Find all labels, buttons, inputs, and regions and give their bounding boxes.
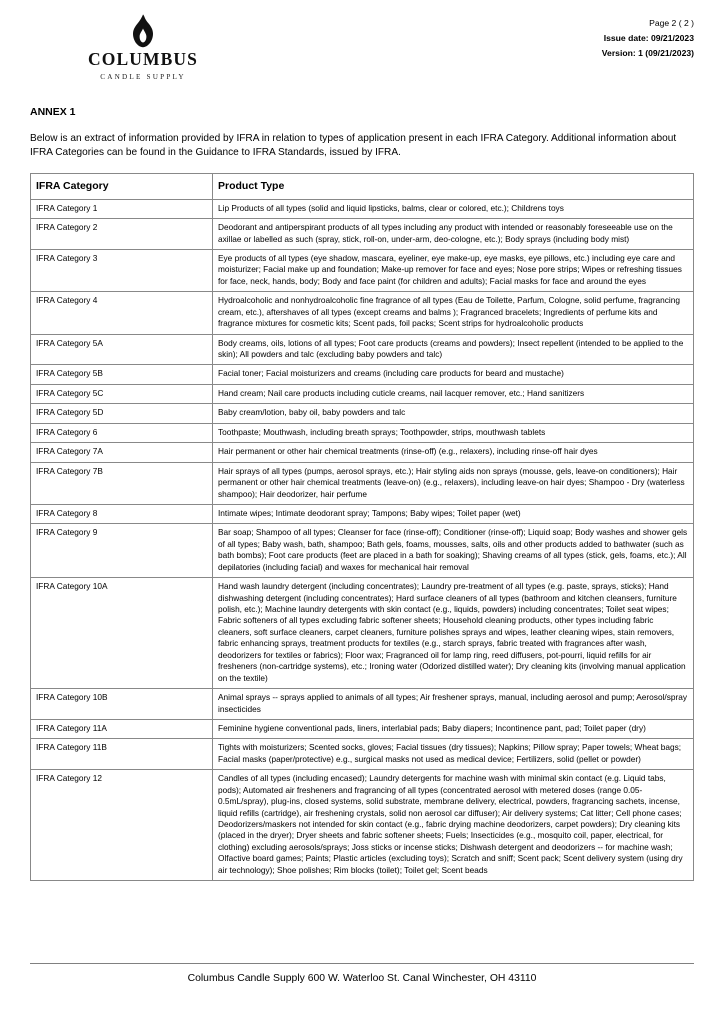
- cell-product-type: Body creams, oils, lotions of all types; Foot care products (creams and powders); Insect repellent (intended to be applied to the skin); All powders and talc (excluding baby powders and talc): [213, 334, 694, 365]
- table-row: [31, 504, 694, 523]
- cell-ifra-category: IFRA Category 9: [31, 524, 213, 578]
- page-header: [30, 14, 694, 100]
- table-row: [31, 524, 694, 578]
- cell-ifra-category: IFRA Category 2: [31, 219, 213, 250]
- cell-product-type: Hair permanent or other hair chemical treatments (rinse-off) (e.g., relaxers), including rinse-off hair dyes: [213, 443, 694, 462]
- column-header-product-type: Product Type: [213, 173, 694, 199]
- cell-ifra-category: IFRA Category 11A: [31, 719, 213, 738]
- intro-paragraph: Below is an extract of information provided by IFRA in relation to types of application present in each IFRA Category. Additional information about IFRA Categories can be found in the Guidance to IFRA Standards, issued by IFRA.: [30, 133, 677, 159]
- issue-date: Issue date: 09/21/2023: [603, 33, 694, 44]
- cell-ifra-category: IFRA Category 5D: [31, 404, 213, 423]
- cell-ifra-category: IFRA Category 12: [31, 770, 213, 881]
- table-row: [31, 423, 694, 442]
- page-footer: [30, 963, 694, 984]
- table-row: [31, 334, 694, 365]
- cell-product-type: Animal sprays -- sprays applied to animals of all types; Air freshener sprays, manual, including aerosol and pump; Aerosol/spray insecticides: [213, 689, 694, 720]
- logo-tagline: CANDLE SUPPLY: [100, 73, 186, 81]
- page-number: Page 2 ( 2 ): [649, 18, 694, 28]
- cell-product-type: Hair sprays of all types (pumps, aerosol sprays, etc.); Hair styling aids non sprays (mousse, gels, leave-on conditioners); Hair permanent or other hair chemical treatments (leave-on) (e.g., relaxers), including leave-on hair dyes; Shampoo - Dry (waterless shampoo); Hair deodorizer, hair perfume: [213, 462, 694, 504]
- table-row: [31, 770, 694, 881]
- cell-product-type: Facial toner; Facial moisturizers and creams (including care products for beard and mustache): [213, 365, 694, 384]
- table-row: [31, 199, 694, 218]
- cell-product-type: Eye products of all types (eye shadow, mascara, eyeliner, eye make-up, eye masks, eye pillows, etc.) including eye care and moisturizer; Facial make up and foundation; Make-up remover for face and eyes; Nose pore strips; Wipes or refreshing tissues for face, neck, hands, body; Body and face paint (for children and adults); Facial masks for face and around the eyes: [213, 249, 694, 291]
- cell-ifra-category: IFRA Category 4: [31, 292, 213, 334]
- table-row: [31, 249, 694, 291]
- cell-product-type: Baby cream/lotion, baby oil, baby powders and talc: [213, 404, 694, 423]
- table-row: [31, 384, 694, 403]
- cell-ifra-category: IFRA Category 5B: [31, 365, 213, 384]
- cell-product-type: Tights with moisturizers; Scented socks, gloves; Facial tissues (dry tissues); Napkins; Pillow spray; Paper towels; Wheat bags; Facial masks (paper/protective) e.g., surgical masks not used as medical device; Fertilizers, solid (pellet or powder): [213, 739, 694, 770]
- cell-product-type: Deodorant and antiperspirant products of all types including any product with intended or reasonably foreseeable use on the axillae or labelled as such (spray, stick, roll-on, under-arm, deo-cologne, etc.); Body sprays (including body mist): [213, 219, 694, 250]
- footer-address: Columbus Candle Supply 600 W. Waterloo St. Canal Winchester, OH 43110: [187, 973, 537, 984]
- cell-product-type: Lip Products of all types (solid and liquid lipsticks, balms, clear or colored, etc.); Childrens toys: [213, 199, 694, 218]
- table-row: [31, 578, 694, 689]
- cell-ifra-category: IFRA Category 5A: [31, 334, 213, 365]
- column-header-category: IFRA Category: [31, 173, 213, 199]
- table-row: [31, 719, 694, 738]
- cell-product-type: Hydroalcoholic and nonhydroalcoholic fine fragrance of all types (Eau de Toilette, Parfum, Cologne, solid perfume, fragrancing cream, etc.), aftershaves of all types (except creams and balms ); Fragranced bracelets; Ingredients of perfume kits and fragrance mixtures for cosmetic kits; Scent pads, foil packs; Scent strips for hydroalcoholic products: [213, 292, 694, 334]
- cell-ifra-category: IFRA Category 7A: [31, 443, 213, 462]
- cell-ifra-category: IFRA Category 3: [31, 249, 213, 291]
- table-row: [31, 462, 694, 504]
- table-row: [31, 219, 694, 250]
- table-row: [31, 292, 694, 334]
- table-row: [31, 365, 694, 384]
- cell-ifra-category: IFRA Category 10A: [31, 578, 213, 689]
- footer-divider: [30, 963, 694, 964]
- header-meta: [602, 14, 694, 61]
- logo-company-name: COLUMBUS: [88, 49, 198, 69]
- cell-ifra-category: IFRA Category 6: [31, 423, 213, 442]
- cell-ifra-category: IFRA Category 10B: [31, 689, 213, 720]
- company-logo: [68, 14, 218, 81]
- flame-icon: [130, 14, 156, 48]
- cell-product-type: Candles of all types (including encased); Laundry detergents for machine wash with minimal skin contact (e.g. Liquid tabs, pods); Automated air fresheners and fragrancing of all types (concentrated aerosol with metered doses (range 0.05-0.5mL/spray), plug-ins, closed systems, solid substrate, membrane delivery, electrical, powders, fragrancing sachets, incense, liquid refills (cartridge), air freshening crystals, solid non aerosol car diffuser); Air delivery systems; Cat litter; Cell phone cases; Deodorizers/maskers not intended for skin contact (e.g., fabric drying machine deodorizers, carpet powders); Dry cleaning kits (placed in the dryer); Dryer sheets and fabric softener sheets; Fuels; Insecticides (e.g., mosquito coil, paper, electrical, for clothing) excluding aerosols/sprays; Joss sticks or incense sticks; Dishwash detergent and deodorizers -- for machine wash; Olfactive board games; Paints; Plastic articles (excluding toys); Scratch and sniff; Scent pack; Scent delivery system (using dry air technology); Shoe polishes; Rim blocks (toilet); Toilet gel; Scent beads: [213, 770, 694, 881]
- table-row: [31, 404, 694, 423]
- table-header-row: [31, 173, 694, 199]
- table-row: [31, 689, 694, 720]
- cell-product-type: Feminine hygiene conventional pads, liners, interlabial pads; Baby diapers; Incontinence pant, pad; Toilet paper (dry): [213, 719, 694, 738]
- cell-product-type: Hand wash laundry detergent (including concentrates); Laundry pre-treatment of all types (e.g. paste, sprays, sticks); Hand dishwashing detergent (including concentrates); Hard surface cleaners of all types (bathroom and kitchen cleansers, furniture polish, etc.); Machine laundry detergents with skin contact (e.g., liquids, powders) including concentrates; Toilet seat wipes; Fabric softeners of all types excluding fabric softener sheets; Household cleaning products, other types including fabric cleaners, soft surface cleaners, carpet cleaners, furniture polishes sprays and wipes, leather cleaning wipes, stain removers, fabric enhancing sprays, treatment products for textiles (e.g., starch sprays, fabric treated with fragrances after wash, deodorizers for textiles or fabrics); Floor wax; Fragranced oil for lamp ring, reed diffusers, pot-pourri, liquid refills for air fresheners (non-cartridge systems), etc.; Ironing water (Odorized distilled water); Dry cleaning kits (involving manual application on the textile): [213, 578, 694, 689]
- version: Version: 1 (09/21/2023): [601, 48, 694, 59]
- cell-product-type: Toothpaste; Mouthwash, including breath sprays; Toothpowder, strips, mouthwash tablets: [213, 423, 694, 442]
- cell-ifra-category: IFRA Category 11B: [31, 739, 213, 770]
- cell-product-type: Bar soap; Shampoo of all types; Cleanser for face (rinse-off); Conditioner (rinse-off); Liquid soap; Body washes and shower gels of all types; Baby wash, bath, shampoo; Bath gels, foams, mousses, salts, oils and other products added to bathwater (such as bath bombs); Foot care products (feet are placed in a bath for soaking); Shaving creams of all types (stick, gels, foams, etc.); All depilatories (including facial) and waxes for mechanical hair removal: [213, 524, 694, 578]
- page-title: ANNEX 1: [30, 106, 76, 118]
- table-row: [31, 443, 694, 462]
- cell-product-type: Intimate wipes; Intimate deodorant spray; Tampons; Baby wipes; Toilet paper (wet): [213, 504, 694, 523]
- cell-ifra-category: IFRA Category 5C: [31, 384, 213, 403]
- table-row: [31, 739, 694, 770]
- ifra-category-table: [30, 173, 694, 882]
- cell-ifra-category: IFRA Category 7B: [31, 462, 213, 504]
- cell-ifra-category: IFRA Category 1: [31, 199, 213, 218]
- cell-product-type: Hand cream; Nail care products including cuticle creams, nail lacquer remover, etc.; Hand sanitizers: [213, 384, 694, 403]
- cell-ifra-category: IFRA Category 8: [31, 504, 213, 523]
